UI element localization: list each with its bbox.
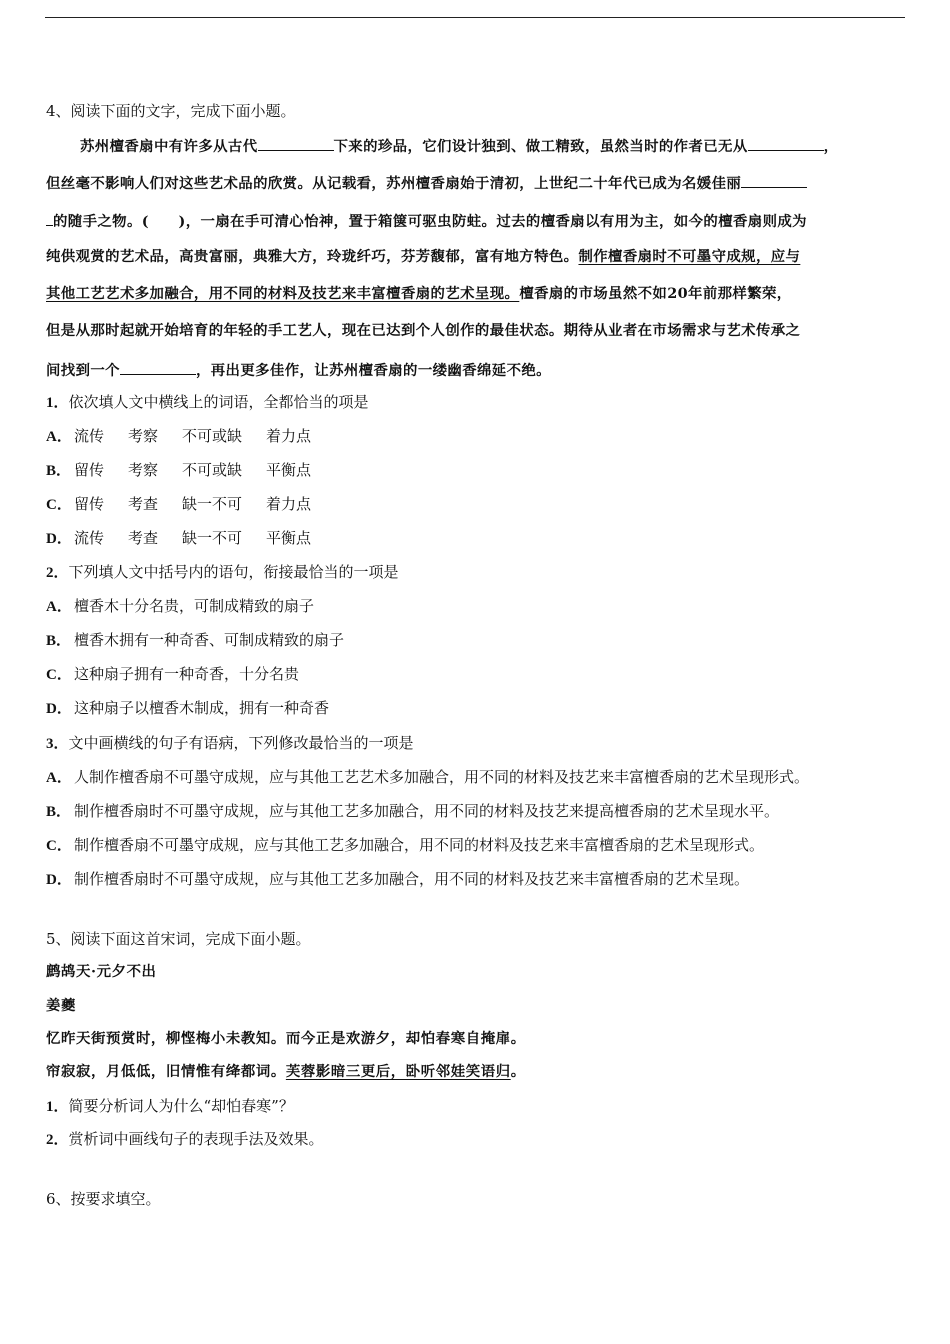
- q4-sub3-option-a[interactable]: A． 人制作檀香扇不可墨守成规，应与其他工艺艺术多加融合，用不同的材料及技艺来丰富檀香扇的艺术呈现形式。: [46, 768, 810, 786]
- q4-sub2-option-b[interactable]: B． 檀香木拥有一种奇香、可制成精致的扇子: [46, 631, 345, 649]
- passage-line-5: 其他工艺艺术多加融合，用不同的材料及技艺来丰富檀香扇的艺术呈现。檀香扇的市场虽然不如20年前那样繁荣，: [46, 285, 792, 302]
- underlined-sentence-part-2: 其他工艺艺术多加融合，用不同的材料及技艺来丰富檀香扇的艺术呈现。: [46, 285, 520, 302]
- poem-underlined-line: 芙蓉影暗三更后，卧听邻娃笑语归: [285, 1063, 511, 1080]
- q4-sub3-option-c[interactable]: C． 制作檀香扇不可墨守成规，应与其他工艺多加融合，用不同的材料及技艺来丰富檀香扇的艺术呈现形式。: [46, 836, 765, 854]
- poem-line-2: 帘寂寂，月低低，旧情惟有绛都词。芙蓉影暗三更后，卧听邻娃笑语归。: [46, 1063, 526, 1080]
- q4-sub1-option-d[interactable]: D． 流传 考查 缺一不可 平衡点: [46, 529, 312, 547]
- blank-2: [748, 135, 824, 151]
- q4-sub3: 3．文中画横线的句子有语病，下列修改最恰当的一项是: [46, 734, 414, 752]
- blank-3: [741, 172, 807, 188]
- header-rule: [45, 17, 905, 18]
- passage-line-4: 纯供观赏的艺术品，高贵富丽，典雅大方，玲珑纤巧，芬芳馥郁，富有地方特色。制作檀香扇时不可墨守成规，应与: [46, 248, 801, 265]
- q4-heading: 4、阅读下面的文字，完成下面小题。: [46, 102, 296, 120]
- passage-line-3: 的随手之物。( )，一扇在手可清心怡神，置于箱箧可驱虫防蛀。过去的檀香扇以有用为主，如今的檀香扇则成为: [46, 210, 807, 232]
- q4-sub2-option-a[interactable]: A． 檀香木十分名贵，可制成精致的扇子: [46, 597, 315, 615]
- q4-sub2: 2．下列填人文中括号内的语句，衔接最恰当的一项是: [46, 563, 399, 581]
- passage-line-7: 间找到一个 ，再出更多佳作，让苏州檀香扇的一缕幽香绵延不绝。: [46, 359, 551, 381]
- blank-4: [120, 359, 196, 375]
- q5-heading: 5、阅读下面这首宋词，完成下面小题。: [46, 930, 311, 948]
- q4-sub1-option-c[interactable]: C． 留传 考查 缺一不可 着力点: [46, 495, 312, 513]
- poem-author: 姜夔: [46, 997, 76, 1014]
- passage-line-2: 但丝毫不影响人们对这些艺术品的欣赏。从记载看，苏州檀香扇始于清初，上世纪二十年代已成为名媛佳丽: [46, 172, 807, 194]
- passage-line-6: 但是从那时起就开始培育的年轻的手工艺人，现在已达到个人创作的最佳状态。期待从业者在市场需求与艺术传承之: [46, 322, 801, 339]
- q4-sub2-option-d[interactable]: D． 这种扇子以檀香木制成，拥有一种奇香: [46, 699, 330, 717]
- blank-1: [258, 135, 334, 151]
- poem-title: 鹧鸪天·元夕不出: [46, 963, 157, 980]
- poem-line-1: 忆昨天街预赏时，柳悭梅小未教知。而今正是欢游夕，却怕春寒自掩扉。: [46, 1030, 526, 1047]
- underlined-sentence-part-1: 制作檀香扇时不可墨守成规，应与: [578, 248, 801, 265]
- q4-sub1: 1．依次填人文中横线上的词语，全都恰当的项是: [46, 393, 369, 411]
- q5-sub1: 1．简要分析词人为什么“却怕春寒”？: [46, 1097, 294, 1115]
- q5-sub2: 2．赏析词中画线句子的表现手法及效果。: [46, 1130, 324, 1148]
- blank-3-cont: [46, 210, 53, 226]
- passage-line-1: 苏州檀香扇中有许多从古代 下来的珍品，它们设计独到、做工精致，虽然当时的作者已无从 ，: [80, 135, 838, 157]
- q4-sub3-option-d[interactable]: D． 制作檀香扇时不可墨守成规，应与其他工艺多加融合，用不同的材料及技艺来丰富檀香扇的艺术呈现。: [46, 870, 750, 888]
- q4-sub2-option-c[interactable]: C． 这种扇子拥有一种奇香，十分名贵: [46, 665, 300, 683]
- q4-sub3-option-b[interactable]: B． 制作檀香扇时不可墨守成规，应与其他工艺多加融合，用不同的材料及技艺来提高檀香扇的艺术呈现水平。: [46, 802, 780, 820]
- q4-sub1-option-b[interactable]: B． 留传 考察 不可或缺 平衡点: [46, 461, 312, 479]
- q4-sub1-option-a[interactable]: A． 流传 考察 不可或缺 着力点: [46, 427, 312, 445]
- q6-heading: 6、按要求填空。: [46, 1190, 161, 1208]
